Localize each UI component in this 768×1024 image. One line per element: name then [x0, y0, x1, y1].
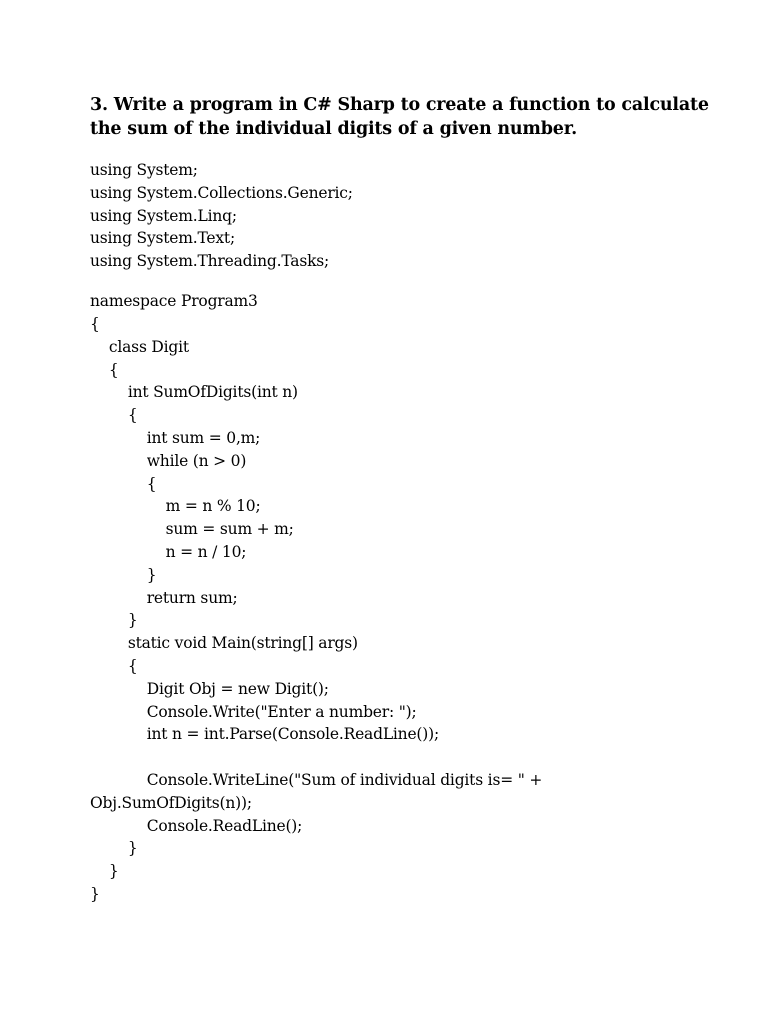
code-line: int n = int.Parse(Console.ReadLine());: [90, 725, 439, 744]
question-line-1: 3. Write a program in C# Sharp to create a function to calculate: [90, 95, 709, 115]
code-line: using System.Collections.Generic;: [90, 183, 353, 202]
code-line: {: [90, 314, 100, 333]
code-line: using System.Threading.Tasks;: [90, 252, 330, 271]
code-line: return sum;: [90, 588, 238, 607]
code-line: int SumOfDigits(int n): [90, 383, 298, 402]
code-line: using System.Linq;: [90, 206, 237, 225]
code-line: int sum = 0,m;: [90, 428, 261, 447]
code-line: {: [90, 406, 138, 425]
code-line: {: [90, 360, 119, 379]
code-line: {: [90, 474, 157, 493]
code-line: static void Main(string[] args): [90, 634, 358, 653]
code-line: m = n % 10;: [90, 497, 261, 516]
code-line: using System.Text;: [90, 229, 235, 248]
question-line-2: the sum of the individual digits of a given number.: [90, 119, 578, 139]
code-line: }: [90, 884, 100, 903]
code-listing: [90, 159, 730, 906]
code-line: Digit Obj = new Digit();: [90, 679, 329, 698]
code-line: {: [90, 656, 138, 675]
code-line: n = n / 10;: [90, 542, 247, 561]
code-line: using System;: [90, 161, 198, 179]
code-line: class Digit: [90, 337, 189, 356]
code-line: Console.Write("Enter a number: ");: [90, 702, 417, 721]
code-line: Obj.SumOfDigits(n));: [90, 793, 252, 812]
code-line: }: [90, 611, 138, 630]
code-line: while (n > 0): [90, 451, 247, 470]
code-line: namespace Program3: [90, 292, 258, 311]
code-line: }: [90, 862, 119, 881]
blank-line: [90, 746, 730, 769]
question-heading: [90, 93, 720, 141]
code-line: sum = sum + m;: [90, 520, 294, 539]
code-line: }: [90, 565, 157, 584]
code-line: Console.WriteLine("Sum of individual digits is= " +: [90, 770, 543, 789]
code-line: }: [90, 839, 138, 858]
code-line: Console.ReadLine();: [90, 816, 303, 835]
blank-line: [90, 273, 730, 290]
